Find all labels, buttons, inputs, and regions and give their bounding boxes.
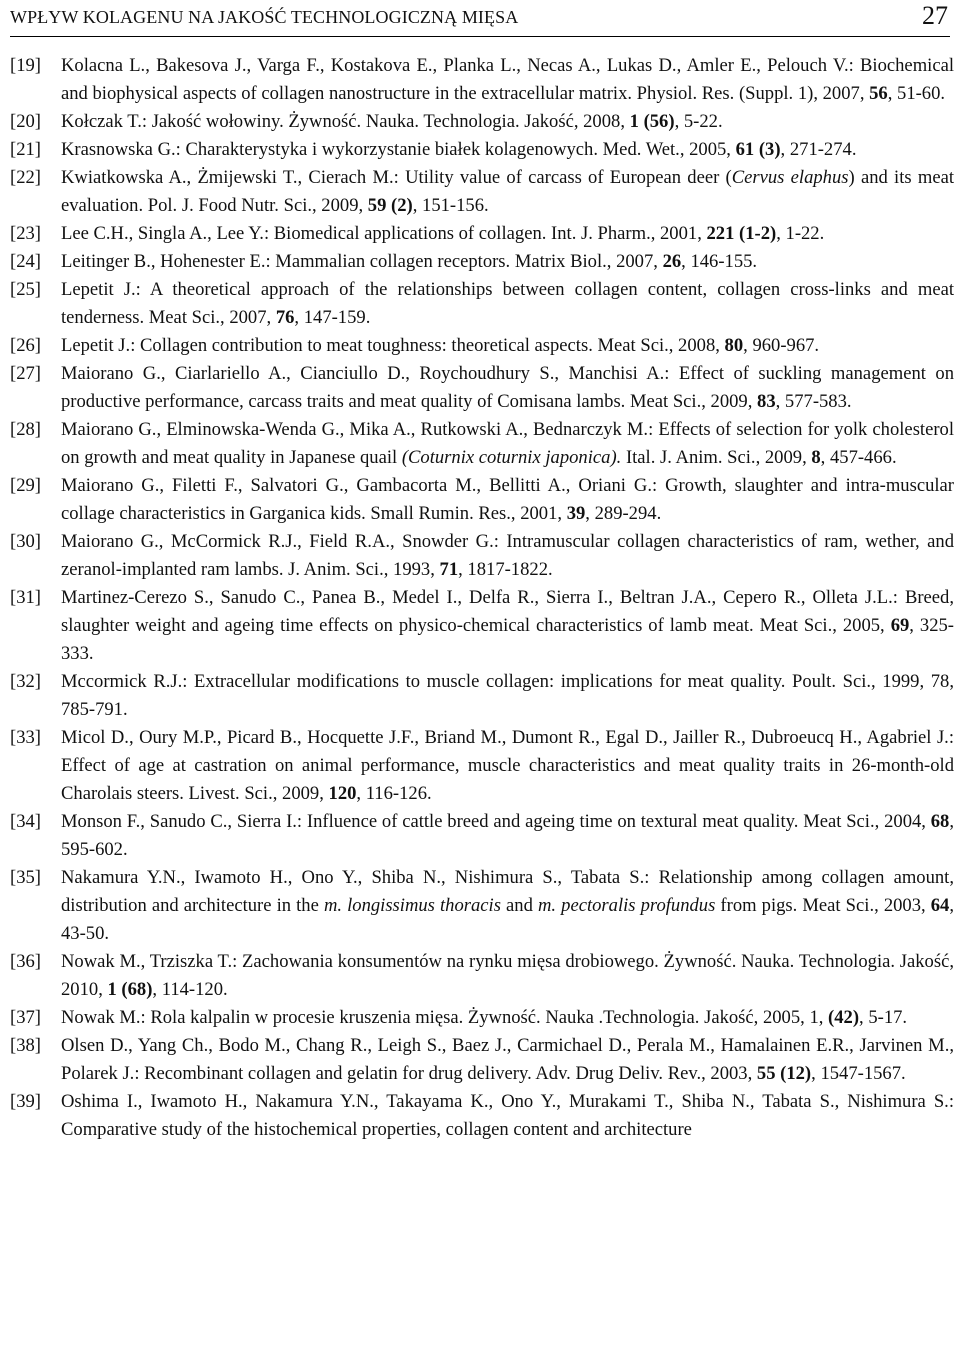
reference-item [10,332,954,360]
reference-segment: Nowak M.: Rola kalpalin w procesie kruszenia mięsa. Żywność. Nauka .Technologia. Jakość, 2005, 1, [61,1007,829,1028]
reference-segment: Lee C.H., Singla A., Lee Y.: Biomedical applications of collagen. Int. J. Pharm., 2001, [61,223,707,244]
reference-segment: , 457-466. [820,447,897,468]
reference-segment: Maiorano G., Ciarlariello A., Cianciullo D., Roychoudhury S., Manchisi A.: Effect of suckling management on productive performance, carcass traits and meat quality of Comisana lambs. Meat Sci., 2009, [61,363,954,412]
running-title: WPŁYW KOLAGENU NA JAKOŚĆ TECHNOLOGICZNĄ MIĘSA [10,7,519,27]
reference-segment: Lepetit J.: Collagen contribution to meat toughness: theoretical aspects. Meat Sci., 2008, [61,335,725,356]
reference-text [61,1004,954,1032]
reference-segment: , 114-120. [152,979,228,1000]
reference-number: [28] [10,419,41,440]
reference-segment: Olsen D., Yang Ch., Bodo M., Chang R., Leigh S., Baez J., Carmichael D., Perala M., Hamalainen E.R., Jarvinen M., Polarek J.: Recombinant collagen and gelatin for drug delivery. Adv. Drug Deliv. Rev., 2003, [61,1035,954,1084]
reference-number: [34] [10,811,41,832]
reference-volume: 56 [869,83,888,104]
reference-number: [19] [10,55,41,76]
reference-segment: ) and its meat evaluation. Pol. J. Food Nutr. Sci., 2009, [61,167,955,216]
reference-list [10,52,954,1144]
reference-segment: , 1-22. [776,223,825,244]
reference-text [61,668,954,724]
reference-number: [22] [10,167,41,188]
reference-segment: and [500,895,538,916]
reference-number: [35] [10,867,41,888]
reference-segment: , 325-333. [61,615,954,664]
reference-segment: Maiorano G., McCormick R.J., Field R.A., Snowder G.: Intramuscular collagen characteristics of ram, wether, and zeranol-implanted ram lambs. J. Anim. Sci., 1993, [61,531,954,580]
reference-segment: , 5-22. [674,111,723,132]
reference-segment: , 1817-1822. [458,559,553,580]
reference-volume: 8 [811,447,821,468]
reference-text [61,416,954,472]
reference-segment: , 5-17. [859,1007,908,1028]
reference-text [61,1088,954,1144]
reference-item [10,360,954,416]
reference-item [10,52,954,108]
reference-volume: 221 (1-2) [706,223,777,244]
reference-number: [29] [10,475,41,496]
reference-item [10,1004,954,1032]
reference-segment: , 151-156. [412,195,489,216]
reference-volume: 55 (12) [756,1063,812,1084]
reference-volume: 61 (3) [735,139,781,160]
reference-text [61,332,954,360]
reference-segment: Krasnowska G.: Charakterystyka i wykorzystanie białek kolagenowych. Med. Wet., 2005, [61,139,736,160]
reference-segment: Oshima I., Iwamoto H., Nakamura Y.N., Takayama K., Ono Y., Murakami T., Shiba N., Tabata S., Nishimura S.: Comparative study of the histochemical properties, collagen content and architecture [61,1091,954,1140]
reference-segment: , 1547-1567. [811,1063,906,1084]
reference-text [61,52,954,108]
reference-volume: 69 [890,615,910,636]
reference-text [61,472,954,528]
reference-volume: 1 (56) [629,111,675,132]
reference-text [61,164,954,220]
reference-volume: 26 [662,251,682,272]
reference-segment: , 43-50. [61,895,954,944]
reference-number: [20] [10,111,41,132]
reference-text [61,360,954,416]
reference-segment: Lepetit J.: A theoretical approach of the relationships between collagen content, collagen cross-links and meat tenderness. Meat Sci., 2007, [61,279,954,328]
reference-number: [32] [10,671,41,692]
reference-segment: Kolacna L., Bakesova J., Varga F., Kostakova E., Planka L., Necas A., Lukas D., Amler E., Pelouch V.: Biochemical and biophysical aspects of collagen nanostructure in the extracellular matrix. Physiol. Res. (Suppl. 1), 2007, [61,55,954,104]
reference-text [61,248,954,276]
reference-item [10,864,954,948]
reference-text [61,808,954,864]
reference-item [10,108,954,136]
reference-volume: (42) [828,1007,860,1028]
reference-number: [36] [10,951,41,972]
reference-number: [37] [10,1007,41,1028]
reference-italic-text: m. longissimus thoracis [323,895,501,916]
reference-item [10,808,954,864]
reference-volume: 68 [930,811,950,832]
reference-segment: Kołczak T.: Jakość wołowiny. Żywność. Nauka. Technologia. Jakość, 2008, [61,111,630,132]
reference-text [61,724,954,808]
reference-volume: 76 [275,307,295,328]
reference-segment: Micol D., Oury M.P., Picard B., Hocquette J.F., Briand M., Dumont R., Egal D., Jailler R., Dubroeucq H., Agabriel J.: Effect of age at castration on animal performance, muscle characteristics and meat quality traits in 26-month-old Charolais steers. Livest. Sci., 2009, [61,727,954,804]
reference-segment: Maiorano G., Filetti F., Salvatori G., Gambacorta M., Bellitti A., Oriani G.: Growth, slaughter and intra-muscular collage characteristics in Garganica kids. Small Rumin. Res., 2001, [61,475,954,524]
reference-text [61,136,954,164]
reference-text [61,584,954,668]
reference-item [10,248,954,276]
reference-segment: Nowak M., Trziszka T.: Zachowania konsumentów na rynku mięsa drobiowego. Żywność. Nauka. Technologia. Jakość, 2010, [61,951,954,1000]
reference-number: [39] [10,1091,41,1112]
reference-segment: , 116-126. [356,783,432,804]
reference-number: [24] [10,251,41,272]
reference-text [61,528,954,584]
reference-segment: Martinez-Cerezo S., Sanudo C., Panea B., Medel I., Delfa R., Sierra I., Beltran J.A., Cepero R., Olleta J.L.: Breed, slaughter weight and ageing time effects on physico-chemical characteristics of lamb meat. Meat Sci., 2005, [61,587,954,636]
reference-volume: 80 [724,335,744,356]
reference-segment: , 51-60. [887,83,946,104]
reference-number: [23] [10,223,41,244]
reference-number: [21] [10,139,41,160]
reference-segment: Kwiatkowska A., Żmijewski T., Cierach M.: Utility value of carcass of European deer ( [61,167,732,188]
reference-number: [30] [10,531,41,552]
reference-text [61,276,954,332]
reference-item [10,276,954,332]
page-number: 27 [922,1,948,30]
reference-volume: 39 [566,503,586,524]
reference-number: [31] [10,587,41,608]
reference-volume: 59 (2) [367,195,413,216]
reference-text [61,220,954,248]
reference-segment: , 289-294. [585,503,662,524]
reference-number: [26] [10,335,41,356]
reference-italic-text: Cervus elaphus [731,167,849,188]
reference-item [10,948,954,1004]
reference-volume: 64 [930,895,950,916]
reference-segment: , 147-159. [294,307,371,328]
reference-segment: , 146-155. [681,251,758,272]
reference-segment: Ital. J. Anim. Sci., 2009, [621,447,812,468]
reference-text [61,948,954,1004]
reference-segment: Maiorano G., Elminowska-Wenda G., Mika A., Rutkowski A., Bednarczyk M.: Effects of selection for yolk cholesterol on growth and meat quality in Japanese quail [61,419,954,468]
reference-text [61,1032,954,1088]
reference-segment: Nakamura Y.N., Iwamoto H., Ono Y., Shiba N., Nishimura S., Tabata S.: Relationship among collagen amount, distribution and architecture in the [61,867,954,916]
reference-item [10,1088,954,1144]
reference-number: [25] [10,279,41,300]
reference-segment: from pigs. Meat Sci., 2003, [715,895,931,916]
reference-item [10,584,954,668]
reference-item [10,164,954,220]
reference-item [10,220,954,248]
reference-item [10,1032,954,1088]
reference-item [10,528,954,584]
reference-italic-text: m. pectoralis profundus [538,895,716,916]
reference-segment: Monson F., Sanudo C., Sierra I.: Influence of cattle breed and ageing time on textural meat quality. Meat Sci., 2004, [61,811,931,832]
reference-segment: Mccormick R.J.: Extracellular modifications to muscle collagen: implications for meat quality. Poult. Sci., 1999, 78, 785-791. [61,671,954,720]
running-header [10,2,950,37]
reference-number: [27] [10,363,41,384]
reference-italic-text: (Coturnix coturnix japonica). [401,447,622,468]
reference-volume: 1 (68) [107,979,153,1000]
reference-number: [38] [10,1035,41,1056]
reference-volume: 120 [328,783,357,804]
reference-text [61,864,954,948]
reference-segment: , 577-583. [775,391,852,412]
reference-segment: , 271-274. [780,139,857,160]
reference-segment: Leitinger B., Hohenester E.: Mammalian collagen receptors. Matrix Biol., 2007, [61,251,663,272]
reference-item [10,668,954,724]
reference-item [10,136,954,164]
reference-item [10,724,954,808]
reference-segment: , 960-967. [743,335,820,356]
reference-item [10,416,954,472]
reference-volume: 83 [757,391,776,412]
reference-segment: , 595-602. [61,811,954,860]
reference-item [10,472,954,528]
reference-number: [33] [10,727,41,748]
reference-volume: 71 [439,559,459,580]
reference-text [61,108,954,136]
